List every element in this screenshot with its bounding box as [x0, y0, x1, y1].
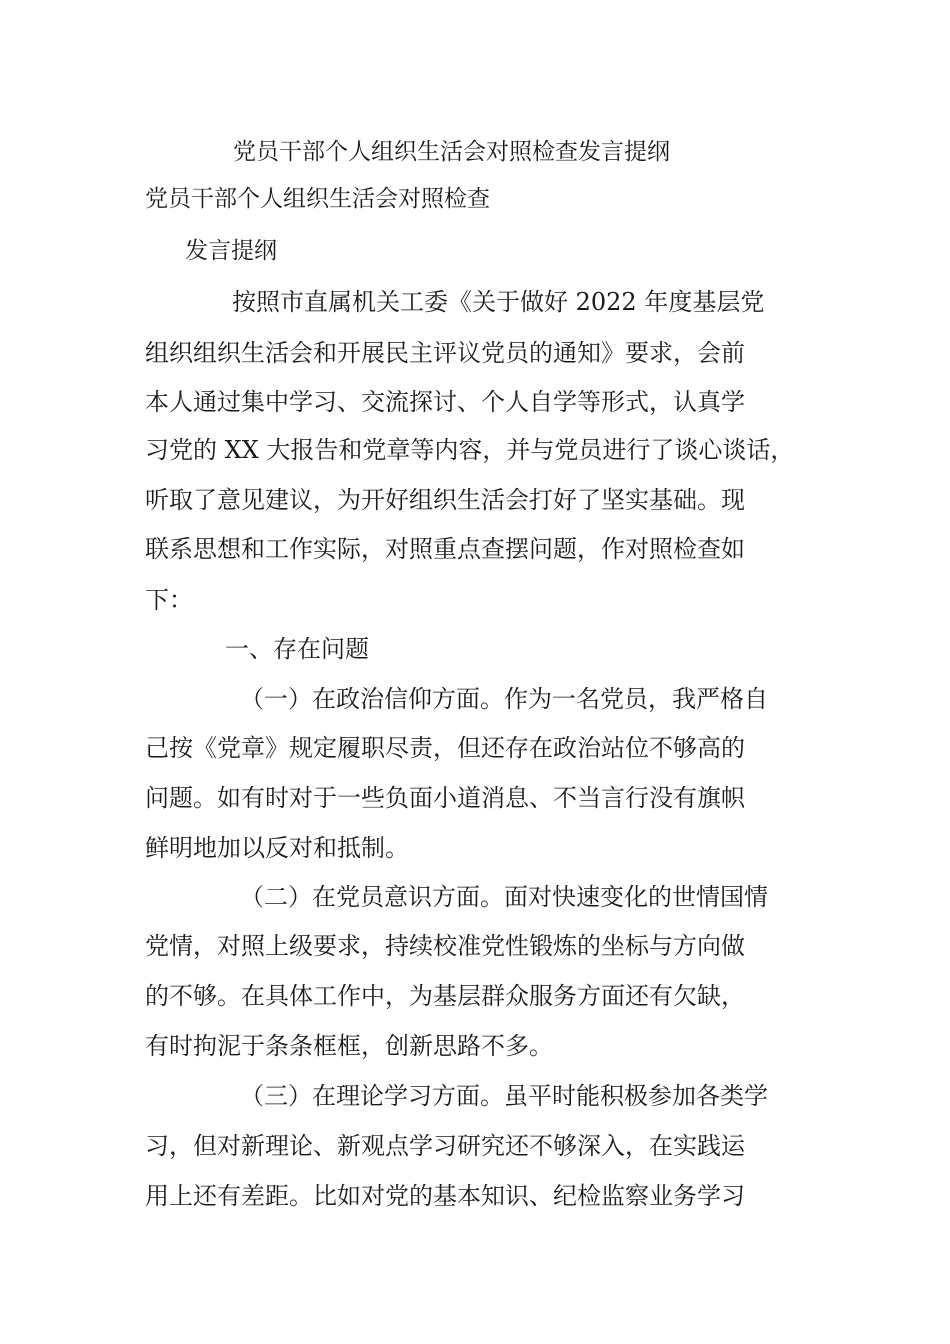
item3-line: 习，但对新理论、新观点学习研究还不够深入，在实践运: [145, 1132, 745, 1160]
section-heading: 一、存在问题: [225, 635, 369, 663]
document-subtitle-line2: 发言提纲: [185, 238, 277, 264]
intro-line: 习党的 XX 大报告和党章等内容，并与党员进行了谈心谈话，: [145, 436, 795, 464]
item2-line: 党情，对照上级要求，持续校准党性锻炼的坐标与方向做: [145, 932, 745, 960]
item1-line: （一）在政治信仰方面。作为一名党员，我严格自: [240, 685, 768, 713]
item2-line: 有时拘泥于条条框框，创新思路不多。: [145, 1032, 553, 1060]
intro-line: 按照市直属机关工委《关于做好 2022 年度基层党: [232, 288, 765, 316]
item1-line: 己按《党章》规定履职尽责，但还存在政治站位不够高的: [145, 734, 745, 762]
item2-line: 的不够。在具体工作中，为基层群众服务方面还有欠缺，: [145, 982, 745, 1010]
intro-line: 联系思想和工作实际，对照重点查摆问题，作对照检查如: [145, 535, 745, 563]
document-subtitle-line1: 党员干部个人组织生活会对照检查: [145, 186, 490, 212]
intro-line: 本人通过集中学习、交流探讨、个人自学等形式，认真学: [145, 388, 745, 416]
document-title: 党员干部个人组织生活会对照检查发言提纲: [233, 139, 670, 165]
intro-line: 听取了意见建议，为开好组织生活会打好了坚实基础。现: [145, 486, 745, 514]
item1-line: 鲜明地加以反对和抵制。: [145, 834, 409, 862]
item1-line: 问题。如有时对于一些负面小道消息、不当言行没有旗帜: [145, 784, 745, 812]
item2-line: （二）在党员意识方面。面对快速变化的世情国情: [240, 883, 768, 911]
intro-line: 组织组织生活会和开展民主评议党员的通知》要求，会前: [145, 339, 745, 367]
item3-line: 用上还有差距。比如对党的基本知识、纪检监察业务学习: [145, 1182, 745, 1210]
intro-line: 下：: [145, 586, 193, 614]
item3-line: （三）在理论学习方面。虽平时能积极参加各类学: [240, 1082, 768, 1110]
